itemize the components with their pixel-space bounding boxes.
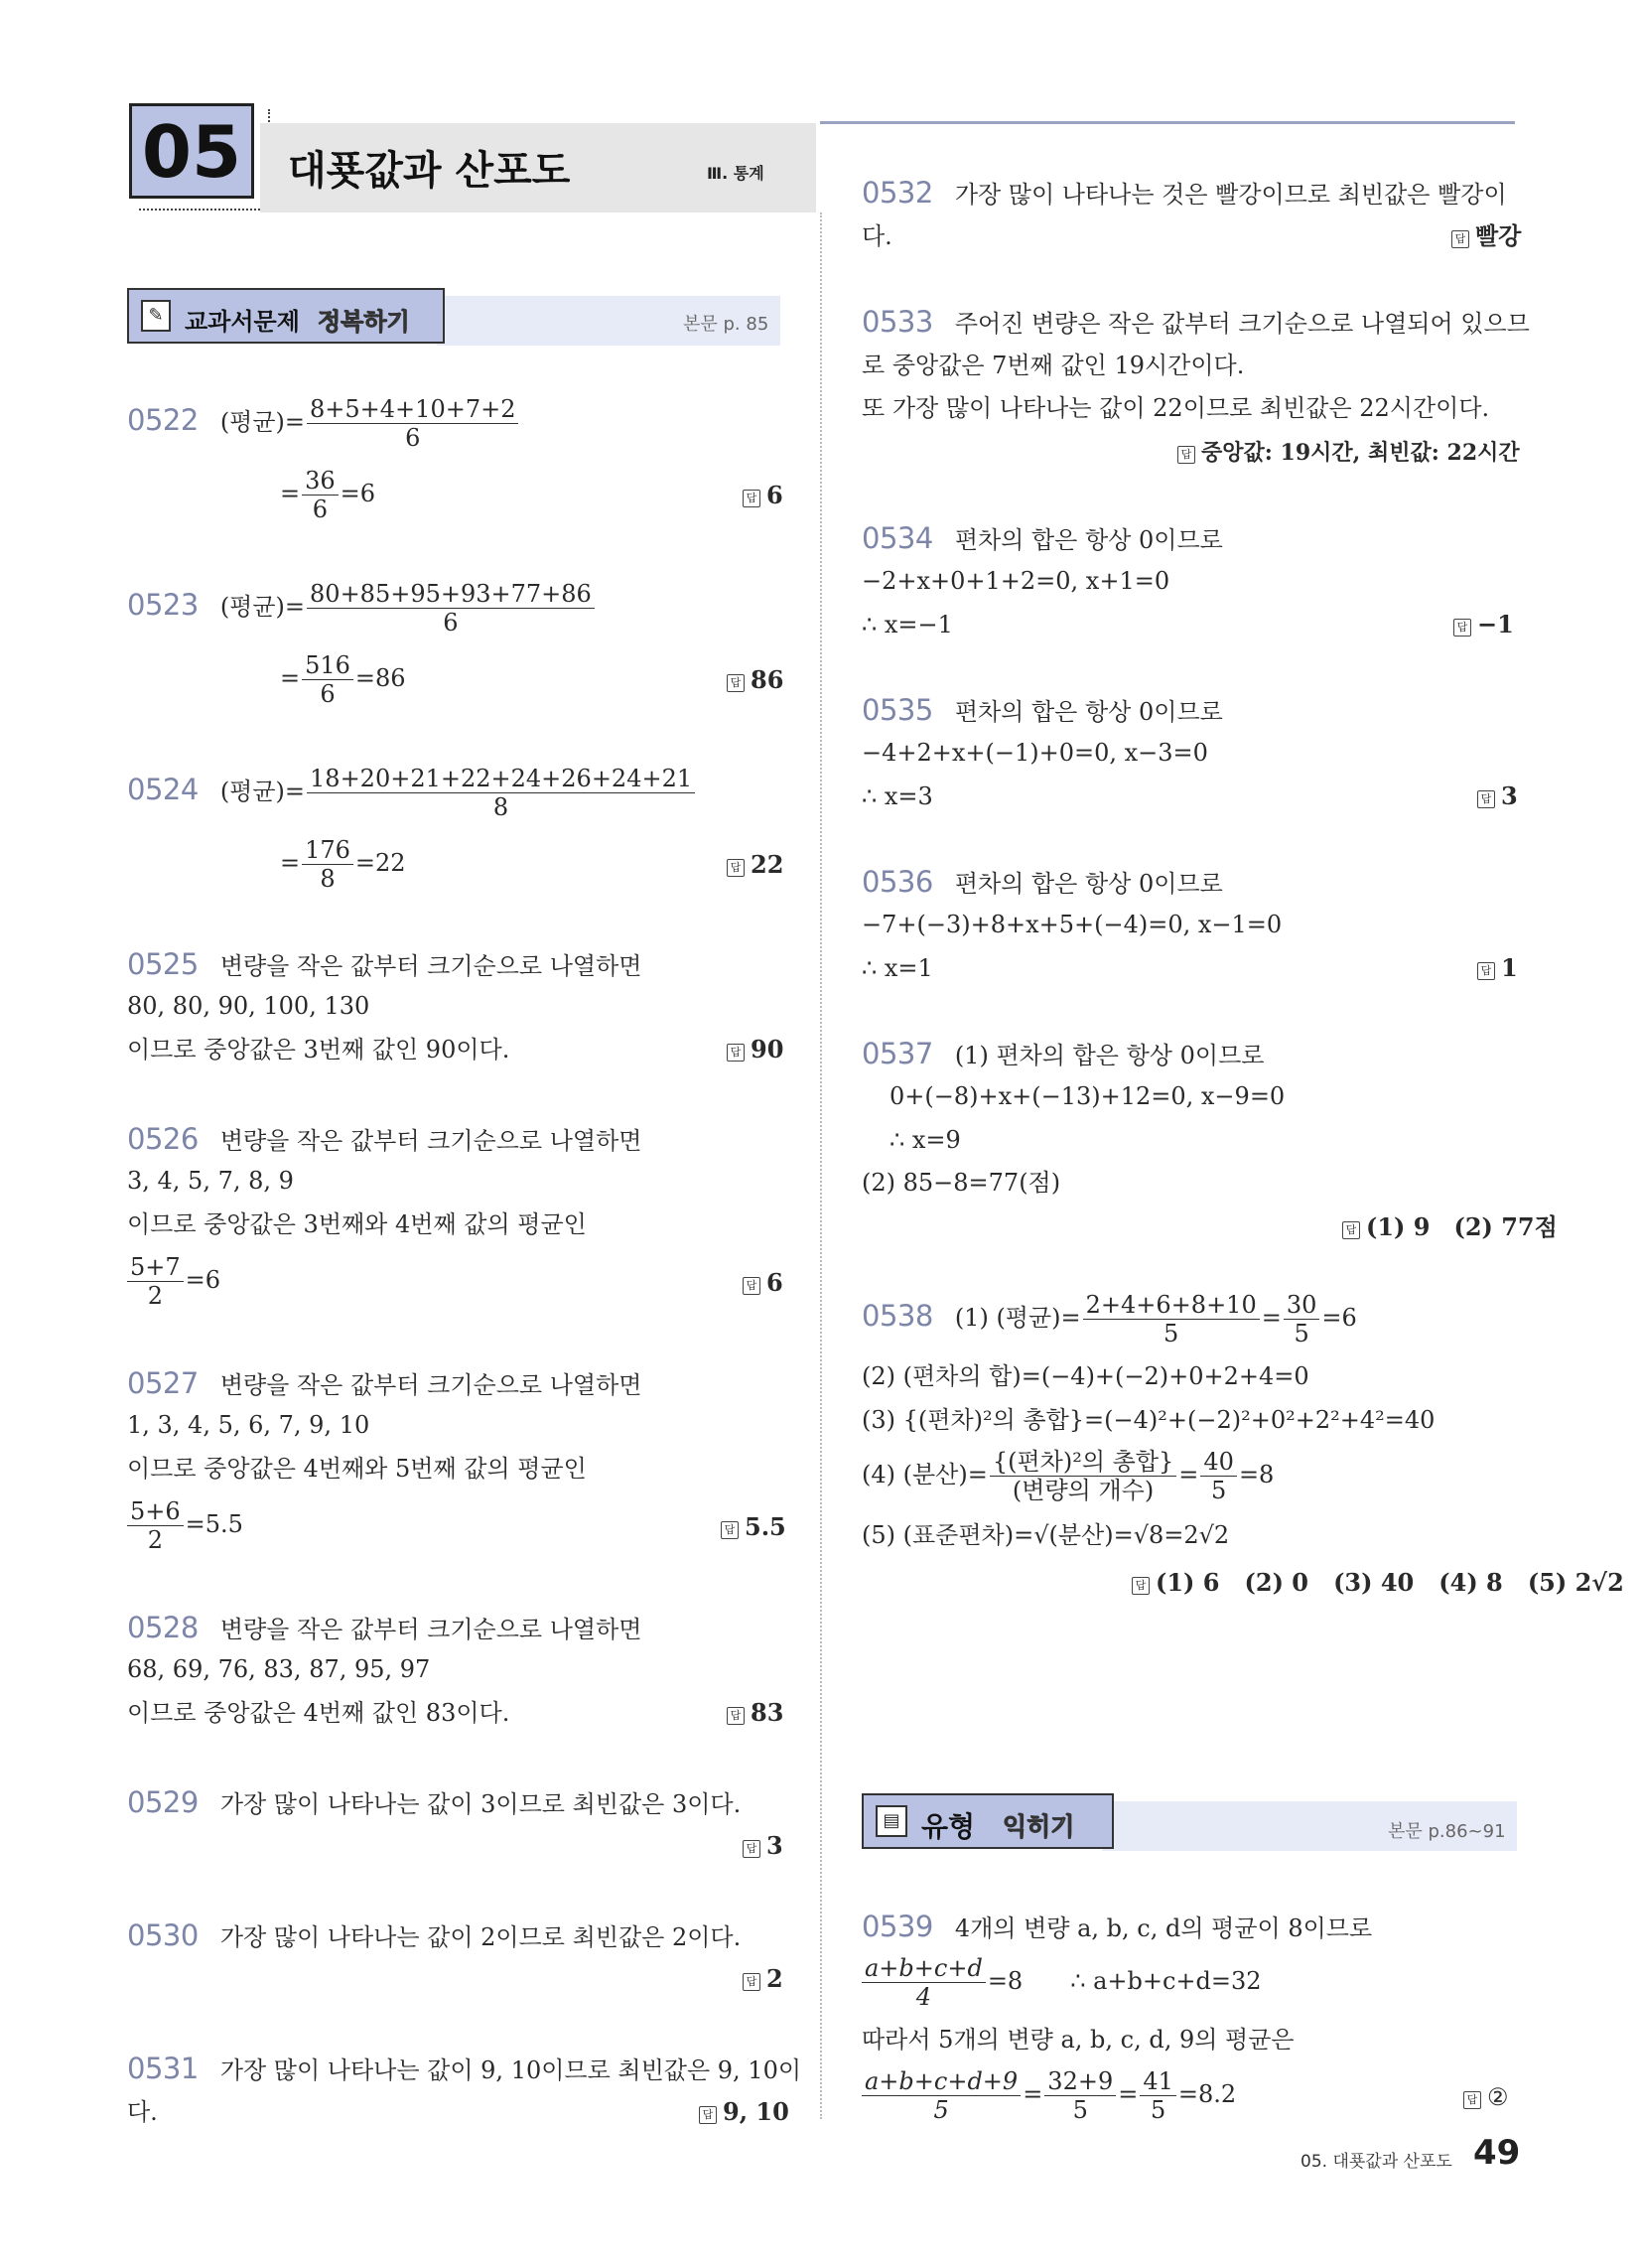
problem-number: 0534 [862,521,933,555]
answer-value: −1 [1477,610,1514,638]
problem-number: 0522 [127,403,199,437]
problem-0534-l2: −2+x+0+1+2=0, x+1=0 [862,567,1170,595]
answer-mark-icon: 답 [1477,962,1495,980]
problem-0538-l3: (3) {(편차)²의 총합}=(−4)²+(−2)²+0²+2²+4²=40 [862,1406,1436,1434]
problem-0534 [862,522,1223,556]
problem-0527 [127,1367,641,1401]
denominator: 5 [1211,1477,1227,1504]
problem-0532 [862,177,1507,211]
problem-0526-l4 [125,1253,220,1310]
problem-0527-l2: 1, 3, 4, 5, 6, 7, 9, 10 [127,1411,370,1439]
answer-value: 6 [766,1268,783,1297]
answer-value: 9, 10 [723,2097,789,2126]
problem-0527-l4 [125,1497,243,1554]
fraction [307,765,695,821]
answer-0531 [699,2096,789,2128]
fraction [307,395,518,452]
problem-number: 0526 [127,1122,199,1156]
text-line: 4개의 변량 a, b, c, d의 평균이 8이므로 [954,1914,1373,1942]
problem-0526-l2: 3, 4, 5, 7, 8, 9 [127,1167,294,1195]
denominator: 5 [1294,1320,1309,1347]
numerator: 36 [302,467,339,496]
denominator: 5 [933,2096,949,2124]
label: (평균)= [219,778,306,805]
answer-0539 [1463,2081,1509,2113]
problem-0528 [127,1612,641,1645]
pencil-icon: ✎ [141,300,171,332]
header-rule-right [820,121,1515,124]
numerator: {(편차)²의 총합} [990,1448,1176,1477]
type-title-a: 유형 [921,1810,976,1843]
answer-mark-icon: 답 [743,1277,760,1295]
result: =22 [354,849,406,877]
problem-0533-l2: 로 중앙값은 7번째 값인 19시간이다. [862,352,1245,379]
fraction [302,467,339,523]
book-icon: ▤ [876,1805,907,1837]
fraction [1140,2067,1176,2124]
result: =5.5 [185,1510,243,1538]
answer-value: 5.5 [745,1512,786,1541]
denominator: 6 [443,609,459,637]
answer-mark-icon: 답 [727,1044,745,1062]
problem-0537 [862,1038,1264,1071]
type-page-ref: 본문 p.86~91 [1388,1821,1506,1842]
answer-value: 22 [751,850,784,879]
answer-0538 [1132,1567,1624,1599]
chapter-number: 05 [141,110,242,194]
answer-mark-icon: 답 [743,490,760,507]
problem-0538-l4: (4) (분산)= $\frac{\text{\{(편차)²의 총합\}}}{\text{(변량의 개수)}}$ = $\frac{40}{5}$ =8 [862,1448,1275,1504]
numerator: 30 [1284,1291,1320,1320]
text-line: 주어진 변량은 작은 값부터 크기순으로 나열되어 있으므 [954,310,1530,338]
fraction [1200,1448,1237,1504]
numerator: 516 [302,651,353,680]
problem-0537-l3: ∴ x=9 [889,1126,961,1154]
answer-0529 [743,1830,783,1862]
result: =86 [354,664,406,692]
problem-0533 [862,306,1530,340]
problem-number: 0527 [127,1366,199,1400]
chapter-number-box [129,103,254,199]
result: =8 [1238,1461,1275,1488]
denominator: 5 [1150,2096,1166,2124]
chapter-box-dots [139,209,272,211]
fraction [127,1253,184,1310]
fraction [307,580,595,637]
problem-0536-l2: −7+(−3)+8+x+5+(−4)=0, x−1=0 [862,911,1283,938]
denominator: 5 [1163,1320,1179,1347]
problem-0532-l2: 다. [862,222,892,250]
result: =8.2 [1177,2080,1237,2108]
answer-mark-icon: 답 [699,2106,717,2124]
problem-number: 0537 [862,1037,933,1070]
answer-mark-icon: 답 [1463,2091,1481,2109]
answer-mark-icon: 답 [727,674,745,692]
fraction [302,651,353,708]
denominator: 6 [320,680,336,708]
column-divider [820,213,822,2119]
numerator: 18+20+21+22+24+26+24+21 [307,765,695,793]
answer-value: (2) 77점 [1453,1212,1558,1241]
text-line: 변량을 작은 값부터 크기순으로 나열하면 [219,952,642,980]
problem-0522-line2: = $\frac{36}{6}$ =6 [280,467,376,523]
problem-0539-l4: $\frac{a+b+c+d+9}{5}$ = $\frac{32+9}{5}$ = $\frac{41}{5}$ =8.2 [860,2067,1236,2124]
text-line: 변량을 작은 값부터 크기순으로 나열하면 [219,1371,642,1399]
fraction [862,2067,1021,2124]
answer-0534 [1453,609,1514,640]
denominator: 2 [147,1526,163,1554]
answer-value: ② [1487,2083,1509,2111]
problem-0528-l2: 68, 69, 76, 83, 87, 95, 97 [127,1655,431,1683]
problem-0526 [127,1123,641,1157]
problem-0524-line2: = $\frac{176}{8}$ =22 [280,836,406,893]
answer-value: 83 [751,1698,784,1727]
problem-number: 0524 [127,773,199,806]
denominator: 8 [492,793,509,821]
answer-value: 90 [751,1035,784,1063]
type-title-b: 익히기 [1003,1812,1075,1841]
denominator: 6 [312,496,329,523]
problem-0522 [127,395,520,452]
answer-0530 [743,1963,783,1995]
problem-0539-l2 [860,1954,1262,2011]
numerator: 41 [1140,2067,1176,2096]
text-line: 가장 많이 나타나는 값이 3이므로 최빈값은 3이다. [219,1790,742,1818]
problem-0539-l3: 따라서 5개의 변량 a, b, c, d, 9의 평균은 [862,2026,1295,2054]
numerator: 5+7 [127,1253,184,1282]
problem-0536 [862,866,1223,900]
answer-mark-icon: 답 [1451,230,1469,248]
label: (평균)= [219,408,306,436]
answer-0523 [727,664,783,696]
text-line: 가장 많이 나타나는 값이 2이므로 최빈값은 2이다. [219,1923,742,1951]
answer-value: 빨강 [1475,222,1522,250]
answer-value: 중앙값: 19시간, 최빈값: 22시간 [1201,440,1520,466]
therefore-text: ∴ a+b+c+d=32 [1070,1967,1262,1995]
problem-0535-l3: ∴ x=3 [862,782,933,810]
numerator: 176 [302,836,353,865]
problem-0530 [127,1919,741,1953]
fraction [862,1954,986,2011]
numerator: 80+85+95+93+77+86 [307,580,595,609]
textbook-section-banner [127,288,445,344]
text-line: 변량을 작은 값부터 크기순으로 나열하면 [219,1127,642,1155]
problem-0523-line2: = $\frac{516}{6}$ =86 [280,651,406,708]
numerator: a+b+c+d [862,1954,986,1983]
answer-value: (1) 9 [1366,1212,1431,1241]
answer-0526 [743,1267,783,1299]
problem-0531-l2: 다. [127,2098,158,2126]
answer-value: 86 [751,665,784,694]
problem-0538-l2: (2) (편차의 합)=(−4)+(−2)+0+2+4=0 [862,1362,1309,1390]
label: (4) (분산)= [862,1461,988,1488]
problem-number: 0533 [862,305,933,339]
denominator: (변량의 개수) [1012,1477,1155,1504]
problem-number: 0539 [862,1910,933,1943]
page-number: 49 [1473,2133,1521,2173]
problem-0531 [127,2053,801,2086]
answer-value: 1 [1501,953,1518,982]
type-section-banner [862,1793,1114,1849]
answer-mark-icon: 답 [743,1840,760,1858]
problem-number: 0528 [127,1611,199,1644]
numerator: 40 [1200,1448,1237,1477]
text-line: 변량을 작은 값부터 크기순으로 나열하면 [219,1616,642,1643]
answer-mark-icon: 답 [721,1521,739,1539]
answer-0522 [743,480,783,511]
answer-mark-icon: 답 [1177,446,1195,464]
result: =8 [987,1967,1024,1995]
problem-0537-l2: 0+(−8)+x+(−13)+12=0, x−9=0 [889,1082,1286,1110]
footer-chapter: 05. 대푯값과 산포도 [1300,2152,1452,2172]
fraction [1083,1291,1260,1347]
problem-number: 0523 [127,588,199,622]
result: =6 [1321,1304,1357,1332]
text-line: 편차의 합은 항상 0이므로 [954,870,1223,898]
problem-number: 0529 [127,1785,199,1819]
problem-number: 0536 [862,865,933,899]
answer-mark-icon: 답 [1477,790,1495,808]
problem-number: 0535 [862,693,933,727]
answer-mark-icon: 답 [1342,1221,1360,1239]
text-line: 편차의 합은 항상 0이므로 [954,698,1223,726]
answer-0537 [1342,1211,1558,1243]
problem-number: 0538 [862,1299,933,1333]
denominator: 6 [405,424,421,452]
problem-0529 [127,1786,741,1820]
answer-mark-icon: 답 [1453,619,1471,637]
textbook-page-ref: 본문 p. 85 [683,314,769,335]
answer-value: 3 [1501,781,1518,810]
answer-0532 [1451,220,1521,252]
problem-0538: 0538 (1) (평균)= $\frac{2+4+6+8+10}{5}$ = $\frac{30}{5}$ =6 [862,1291,1357,1347]
answer-mark-icon: 답 [727,1707,745,1725]
problem-0523 [127,580,597,637]
answer-0527 [721,1511,786,1543]
answer-value: 6 [766,481,783,509]
textbook-title-b: 정복하기 [318,308,410,336]
numerator: 32+9 [1044,2067,1116,2096]
problem-0533-l3: 또 가장 많이 나타나는 값이 22이므로 최빈값은 22시간이다. [862,394,1490,422]
problem-number: 0530 [127,1918,199,1952]
problem-0525-l2: 80, 80, 90, 100, 130 [127,992,370,1020]
problem-0524 [127,765,697,821]
problem-0525 [127,948,641,982]
answer-mark-icon: 답 [743,1973,760,1991]
denominator: 4 [915,1983,932,2011]
fraction [1284,1291,1320,1347]
label: (평균)= [219,593,306,621]
problem-0525-l3: 이므로 중앙값은 3번째 값인 90이다. [127,1036,510,1063]
problem-0536-l3: ∴ x=1 [862,954,933,982]
text-line: 편차의 합은 항상 0이므로 [954,526,1223,554]
problem-number: 0532 [862,176,933,210]
numerator: 2+4+6+8+10 [1083,1291,1260,1320]
denominator: 8 [320,865,336,893]
text-line: 가장 많이 나타나는 것은 빨강이므로 최빈값은 빨강이 [954,181,1507,209]
text-line: 가장 많이 나타나는 값이 9, 10이므로 최빈값은 9, 10이 [219,2056,802,2084]
problem-0535 [862,694,1223,728]
chapter-title: 대푯값과 산포도 [288,148,571,194]
numerator: 8+5+4+10+7+2 [307,395,518,424]
answer-0524 [727,849,783,881]
problem-0535-l2: −4+2+x+(−1)+0=0, x−3=0 [862,739,1208,767]
denominator: 5 [1072,2096,1088,2124]
problem-0527-l3: 이므로 중앙값은 4번째와 5번째 값의 평균인 [127,1455,587,1483]
denominator: 2 [147,1282,163,1310]
textbook-title-a: 교과서문제 [185,308,300,336]
answer-value: 3 [766,1831,783,1860]
answer-0525 [727,1034,783,1065]
answer-0528 [727,1697,783,1729]
problem-0539 [862,1911,1372,1944]
answer-mark-icon: 답 [1132,1577,1150,1595]
problem-0526-l3: 이므로 중앙값은 3번째와 4번째 값의 평균인 [127,1210,587,1238]
problem-0537-l4: (2) 85−8=77(점) [862,1169,1061,1197]
label: (1) (평균)= [954,1304,1081,1332]
answer-value: (1) 6 (2) 0 (3) 40 (4) 8 (5) 2√2 [1156,1568,1624,1597]
result: =6 [340,480,376,507]
problem-0534-l3: ∴ x=−1 [862,611,953,638]
text-line: (1) 편차의 합은 항상 0이므로 [954,1042,1265,1069]
answer-0533 [1177,437,1520,469]
numerator: a+b+c+d+9 [862,2067,1021,2096]
fraction [302,836,353,893]
problem-number: 0531 [127,2052,199,2085]
numerator: 5+6 [127,1497,184,1526]
problem-number: 0525 [127,947,199,981]
fraction [1044,2067,1116,2124]
section-label: Ⅲ. 통계 [707,164,764,183]
answer-0535 [1477,780,1518,812]
answer-value: 2 [766,1964,783,1993]
problem-0528-l3: 이므로 중앙값은 4번째 값인 83이다. [127,1699,510,1727]
problem-0538-l5: (5) (표준편차)=√(분산)=√8=2√2 [862,1521,1230,1549]
result: =6 [185,1266,221,1294]
answer-0536 [1477,952,1518,984]
fraction [990,1448,1176,1504]
answer-mark-icon: 답 [727,859,745,877]
fraction [127,1497,184,1554]
